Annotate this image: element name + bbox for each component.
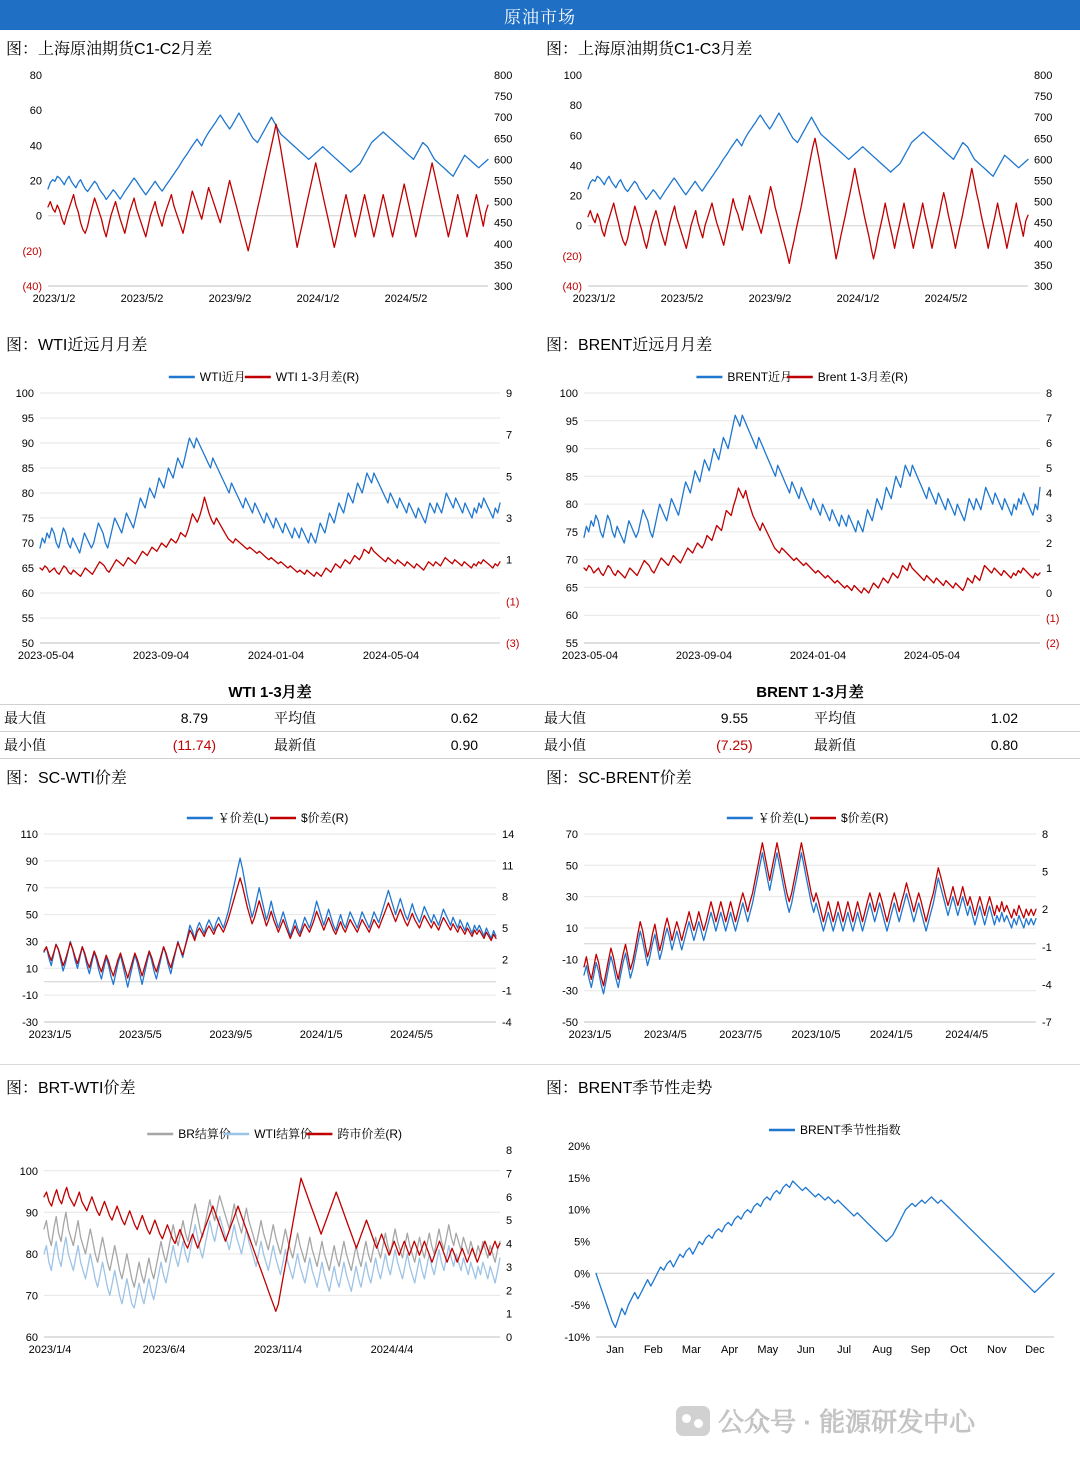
svg-text:50: 50 — [25, 909, 38, 922]
svg-text:60: 60 — [565, 610, 578, 623]
svg-text:WTI结算价: WTI结算价 — [254, 1127, 313, 1141]
stat-value: 8.79 — [119, 705, 270, 732]
svg-text:2024-05-04: 2024-05-04 — [903, 650, 961, 662]
table-row — [0, 732, 540, 759]
svg-text:-30: -30 — [562, 985, 578, 998]
panel-brent — [540, 326, 1080, 677]
svg-text:40: 40 — [569, 160, 582, 173]
svg-text:0: 0 — [506, 1332, 513, 1344]
svg-text:Feb: Feb — [643, 1344, 663, 1356]
svg-text:2023-05-04: 2023-05-04 — [17, 650, 75, 662]
svg-text:Jan: Jan — [606, 1344, 624, 1356]
svg-text:7: 7 — [1046, 413, 1053, 425]
svg-text:2023/11/4: 2023/11/4 — [253, 1344, 303, 1356]
svg-text:2023/5/2: 2023/5/2 — [660, 293, 704, 305]
svg-text:40: 40 — [29, 140, 42, 153]
svg-text:1: 1 — [1046, 563, 1053, 575]
svg-text:60: 60 — [21, 588, 34, 600]
svg-text:550: 550 — [1034, 175, 1053, 188]
svg-text:$价差(R): $价差(R) — [301, 811, 349, 825]
svg-text:2024/1/2: 2024/1/2 — [836, 293, 880, 305]
svg-text:-30: -30 — [22, 1017, 38, 1029]
svg-text:2024-01-04: 2024-01-04 — [247, 650, 305, 662]
panel-brt-wti — [0, 1069, 540, 1375]
svg-text:3: 3 — [506, 513, 513, 525]
svg-text:550: 550 — [494, 175, 513, 188]
svg-text:600: 600 — [1034, 154, 1053, 167]
svg-text:￥价差(L): ￥价差(L) — [757, 811, 809, 825]
svg-text:600: 600 — [494, 154, 513, 167]
svg-text:11: 11 — [502, 860, 514, 873]
chart-svg-brent — [540, 357, 1080, 677]
chart-sc-c1c2 — [0, 61, 540, 326]
panel-sc-c1c2 — [0, 30, 540, 326]
svg-text:300: 300 — [494, 281, 513, 293]
svg-text:WTI 1-3月差(R): WTI 1-3月差(R) — [275, 370, 360, 384]
row-near-far-spreads — [0, 326, 1080, 677]
divider — [0, 1064, 1080, 1065]
svg-text:2023-09-04: 2023-09-04 — [132, 650, 190, 662]
svg-text:10: 10 — [565, 923, 578, 935]
svg-text:3: 3 — [1046, 513, 1053, 525]
svg-text:0: 0 — [575, 220, 582, 233]
svg-text:2: 2 — [506, 1285, 513, 1298]
svg-text:70: 70 — [25, 882, 38, 895]
svg-text:2024/4/5: 2024/4/5 — [945, 1029, 989, 1041]
panel-title-brent: 图：BRENT近远月月差 — [546, 337, 713, 354]
panel-title-sc-brent: 图：SC-BRENT价差 — [546, 770, 692, 787]
svg-text:(3): (3) — [506, 638, 520, 650]
svg-text:9: 9 — [506, 388, 513, 400]
svg-text:0: 0 — [1046, 588, 1053, 600]
svg-text:2023/6/4: 2023/6/4 — [142, 1344, 186, 1356]
svg-text:500: 500 — [494, 196, 513, 209]
svg-text:8: 8 — [1042, 829, 1049, 841]
svg-text:$价差(R): $价差(R) — [841, 811, 889, 825]
svg-text:2023/4/5: 2023/4/5 — [643, 1029, 687, 1041]
svg-text:20: 20 — [569, 190, 582, 203]
svg-text:2023/9/2: 2023/9/2 — [208, 293, 252, 305]
svg-text:Oct: Oct — [950, 1344, 968, 1356]
svg-text:5: 5 — [506, 471, 513, 484]
chart-sc-c1c3 — [540, 61, 1080, 326]
stats-tables — [0, 677, 1080, 759]
panel-sc-wti — [0, 759, 540, 1060]
stat-value: 1.02 — [929, 705, 1080, 732]
stat-label: 最小值 — [0, 732, 119, 759]
svg-text:90: 90 — [25, 1207, 38, 1220]
svg-text:2023/10/5: 2023/10/5 — [791, 1029, 841, 1041]
svg-text:75: 75 — [565, 526, 578, 539]
chart-svg-sc-brent — [540, 790, 1080, 1060]
chart-wti — [0, 357, 540, 677]
svg-text:30: 30 — [25, 936, 38, 949]
chart-svg-brt-wti — [0, 1100, 540, 1375]
svg-text:14: 14 — [502, 829, 515, 841]
chart-svg-sc-c1c2 — [0, 61, 540, 326]
svg-text:2024-01-04: 2024-01-04 — [789, 650, 847, 662]
svg-text:90: 90 — [21, 438, 34, 450]
svg-text:6: 6 — [1046, 438, 1053, 450]
stat-value: 0.80 — [929, 732, 1080, 759]
svg-text:1: 1 — [506, 1308, 513, 1321]
svg-text:4: 4 — [1046, 488, 1053, 500]
svg-text:70: 70 — [21, 538, 34, 550]
svg-text:-1: -1 — [502, 985, 512, 998]
banner-title: 原油市场 — [504, 7, 576, 27]
svg-text:1: 1 — [506, 554, 513, 567]
svg-text:(20): (20) — [562, 250, 582, 263]
svg-text:2: 2 — [1046, 538, 1053, 550]
svg-text:110: 110 — [20, 829, 38, 841]
svg-text:(1): (1) — [506, 596, 520, 609]
panel-title-wti: 图：WTI近远月月差 — [6, 337, 148, 354]
svg-text:15%: 15% — [567, 1172, 590, 1185]
stats-table-brent — [540, 704, 1080, 759]
chart-svg-sc-wti — [0, 790, 540, 1060]
stat-label: 最新值 — [810, 732, 929, 759]
svg-text:20: 20 — [29, 175, 42, 188]
svg-text:400: 400 — [494, 238, 513, 251]
svg-text:(40): (40) — [562, 281, 582, 293]
svg-text:5: 5 — [502, 923, 509, 935]
chart-sc-brent — [540, 790, 1080, 1060]
svg-text:跨市价差(R): 跨市价差(R) — [337, 1127, 403, 1141]
svg-text:100: 100 — [559, 388, 578, 400]
svg-text:5: 5 — [506, 1215, 513, 1228]
svg-text:WTI近月: WTI近月 — [199, 370, 246, 384]
svg-text:Jun: Jun — [797, 1344, 815, 1356]
panel-sc-c1c3 — [540, 30, 1080, 326]
chart-svg-wti — [0, 357, 540, 677]
svg-text:Dec: Dec — [1025, 1344, 1045, 1356]
svg-text:2024/1/2: 2024/1/2 — [296, 293, 340, 305]
stat-label: 平均值 — [270, 705, 389, 732]
svg-text:-50: -50 — [562, 1017, 578, 1029]
svg-text:2023/1/5: 2023/1/5 — [568, 1029, 612, 1041]
svg-text:-10: -10 — [562, 954, 578, 967]
svg-text:80: 80 — [21, 488, 34, 500]
chart-svg-brent-season — [540, 1100, 1080, 1375]
svg-text:Sep: Sep — [910, 1344, 931, 1356]
svg-text:65: 65 — [21, 563, 34, 575]
stats-title-wti: WTI 1-3月差 — [228, 684, 312, 701]
svg-text:65: 65 — [565, 582, 578, 595]
svg-text:650: 650 — [1034, 133, 1053, 146]
svg-text:100: 100 — [15, 388, 34, 400]
svg-text:500: 500 — [1034, 196, 1053, 209]
stat-value: (7.25) — [659, 732, 810, 759]
panel-title-brt-wti: 图：BRT-WTI价差 — [6, 1080, 136, 1097]
svg-text:90: 90 — [25, 855, 38, 868]
svg-text:Nov: Nov — [987, 1344, 1007, 1356]
table-row — [540, 732, 1080, 759]
svg-text:85: 85 — [565, 471, 578, 484]
svg-text:8: 8 — [502, 891, 509, 904]
svg-text:Jul: Jul — [837, 1344, 852, 1356]
svg-text:3: 3 — [506, 1261, 513, 1274]
svg-text:50: 50 — [21, 638, 34, 650]
chart-brent — [540, 357, 1080, 677]
stats-brent — [540, 677, 1080, 759]
svg-text:2023/5/2: 2023/5/2 — [120, 293, 164, 305]
panel-sc-brent — [540, 759, 1080, 1060]
row-sc-spreads — [0, 30, 1080, 326]
svg-text:2: 2 — [1042, 904, 1049, 917]
svg-text:90: 90 — [565, 443, 578, 456]
svg-text:May: May — [757, 1344, 779, 1356]
svg-text:350: 350 — [494, 259, 513, 272]
svg-text:2024/5/5: 2024/5/5 — [390, 1029, 434, 1041]
svg-text:(2): (2) — [1046, 638, 1060, 650]
svg-text:350: 350 — [1034, 259, 1053, 272]
svg-text:2023/1/5: 2023/1/5 — [28, 1029, 72, 1041]
svg-text:5%: 5% — [574, 1236, 590, 1249]
svg-text:2024-05-04: 2024-05-04 — [362, 650, 420, 662]
svg-text:700: 700 — [494, 112, 513, 125]
chart-brt-wti — [0, 1100, 540, 1375]
svg-text:85: 85 — [21, 463, 34, 475]
svg-text:-10: -10 — [22, 990, 38, 1003]
svg-text:2023/1/2: 2023/1/2 — [32, 293, 76, 305]
stat-label: 平均值 — [810, 705, 929, 732]
svg-text:8: 8 — [1046, 388, 1053, 400]
svg-text:2024/1/5: 2024/1/5 — [299, 1029, 343, 1041]
svg-text:95: 95 — [21, 413, 34, 425]
svg-text:Brent 1-3月差(R): Brent 1-3月差(R) — [817, 370, 908, 384]
svg-text:55: 55 — [565, 638, 578, 650]
svg-text:60: 60 — [29, 105, 42, 118]
wechat-icon — [676, 1406, 710, 1436]
svg-text:20%: 20% — [567, 1141, 590, 1153]
svg-text:￥价差(L): ￥价差(L) — [217, 811, 269, 825]
svg-text:95: 95 — [565, 415, 578, 428]
svg-text:BRENT近月: BRENT近月 — [727, 370, 793, 384]
stats-wti — [0, 677, 540, 759]
svg-text:2024/5/2: 2024/5/2 — [384, 293, 428, 305]
panel-title-brent-season: 图：BRENT季节性走势 — [546, 1080, 713, 1097]
svg-text:Apr: Apr — [721, 1344, 739, 1356]
svg-text:800: 800 — [494, 70, 513, 82]
svg-text:750: 750 — [1034, 91, 1053, 104]
svg-text:BRENT季节性指数: BRENT季节性指数 — [800, 1123, 901, 1137]
svg-text:800: 800 — [1034, 70, 1053, 82]
svg-text:30: 30 — [565, 891, 578, 904]
row-brtwti-season — [0, 1069, 1080, 1375]
row-sc-vs-intl — [0, 759, 1080, 1060]
svg-text:5: 5 — [1042, 866, 1049, 879]
stats-table-wti — [0, 704, 540, 759]
svg-text:70: 70 — [25, 1290, 38, 1303]
svg-text:80: 80 — [29, 70, 42, 82]
stat-label: 最新值 — [270, 732, 389, 759]
svg-text:7: 7 — [506, 429, 513, 442]
svg-text:(20): (20) — [22, 245, 42, 258]
panel-brent-season — [540, 1069, 1080, 1375]
svg-text:80: 80 — [565, 499, 578, 512]
svg-text:60: 60 — [25, 1332, 38, 1344]
svg-text:450: 450 — [494, 217, 513, 230]
svg-text:10%: 10% — [567, 1204, 590, 1217]
svg-text:7: 7 — [506, 1168, 513, 1181]
svg-text:10: 10 — [25, 963, 38, 976]
svg-text:BR结算价: BR结算价 — [178, 1127, 231, 1141]
chart-sc-wti — [0, 790, 540, 1060]
svg-text:80: 80 — [25, 1248, 38, 1261]
svg-text:400: 400 — [1034, 238, 1053, 251]
svg-text:2024/5/2: 2024/5/2 — [924, 293, 968, 305]
watermark-text: 公众号 · 能源研发中心 — [718, 1407, 976, 1437]
stats-title-brent: BRENT 1-3月差 — [756, 684, 864, 701]
table-row — [0, 705, 540, 732]
svg-text:70: 70 — [565, 554, 578, 567]
panel-title-sc-wti: 图：SC-WTI价差 — [6, 770, 127, 787]
panel-title-sc-c1c3: 图：上海原油期货C1-C3月差 — [546, 41, 753, 58]
svg-text:8: 8 — [506, 1145, 513, 1157]
panel-wti — [0, 326, 540, 677]
svg-text:Aug: Aug — [872, 1344, 893, 1356]
svg-text:80: 80 — [569, 100, 582, 113]
svg-text:(40): (40) — [22, 281, 42, 293]
svg-text:100: 100 — [19, 1165, 38, 1178]
svg-text:300: 300 — [1034, 281, 1053, 293]
svg-text:2024/1/5: 2024/1/5 — [869, 1029, 913, 1041]
stat-label: 最大值 — [0, 705, 119, 732]
stat-label: 最大值 — [540, 705, 659, 732]
svg-text:2023/9/2: 2023/9/2 — [748, 293, 792, 305]
watermark — [676, 1402, 975, 1439]
stat-value: (11.74) — [119, 732, 270, 759]
svg-text:2023-05-04: 2023-05-04 — [561, 650, 619, 662]
svg-text:6: 6 — [506, 1191, 513, 1204]
chart-brent-season — [540, 1100, 1080, 1375]
svg-text:700: 700 — [1034, 112, 1053, 125]
svg-text:2024/4/4: 2024/4/4 — [370, 1344, 414, 1356]
svg-text:60: 60 — [569, 130, 582, 143]
svg-text:-4: -4 — [1042, 979, 1052, 992]
svg-text:0: 0 — [35, 210, 42, 223]
svg-text:50: 50 — [565, 860, 578, 873]
svg-text:-5%: -5% — [570, 1300, 590, 1313]
svg-text:-1: -1 — [1042, 941, 1052, 954]
stat-value: 0.62 — [389, 705, 540, 732]
svg-text:-7: -7 — [1042, 1017, 1052, 1029]
panel-title-sc-c1c2: 图：上海原油期货C1-C2月差 — [6, 41, 213, 58]
page-banner — [0, 0, 1080, 30]
svg-text:55: 55 — [21, 613, 34, 625]
chart-svg-sc-c1c3 — [540, 61, 1080, 326]
svg-text:5: 5 — [1046, 463, 1053, 475]
svg-text:70: 70 — [565, 829, 578, 841]
svg-text:2023/7/5: 2023/7/5 — [719, 1029, 763, 1041]
svg-text:Mar: Mar — [681, 1344, 701, 1356]
stat-label: 最小值 — [540, 732, 659, 759]
svg-text:2023/9/5: 2023/9/5 — [209, 1029, 253, 1041]
svg-text:650: 650 — [494, 133, 513, 146]
table-row — [540, 705, 1080, 732]
svg-text:100: 100 — [563, 70, 582, 82]
svg-text:2: 2 — [502, 954, 509, 967]
svg-text:450: 450 — [1034, 217, 1053, 230]
svg-text:0%: 0% — [574, 1268, 590, 1281]
svg-text:(1): (1) — [1046, 613, 1060, 625]
svg-text:4: 4 — [506, 1238, 513, 1251]
svg-text:750: 750 — [494, 91, 513, 104]
svg-text:2023/1/2: 2023/1/2 — [572, 293, 616, 305]
svg-text:-10%: -10% — [564, 1332, 590, 1344]
stat-value: 9.55 — [659, 705, 810, 732]
svg-text:2023/1/4: 2023/1/4 — [28, 1344, 72, 1356]
svg-text:2023/5/5: 2023/5/5 — [118, 1029, 162, 1041]
svg-text:75: 75 — [21, 513, 34, 525]
svg-text:-4: -4 — [502, 1017, 512, 1029]
stat-value: 0.90 — [389, 732, 540, 759]
svg-text:2023-09-04: 2023-09-04 — [675, 650, 733, 662]
